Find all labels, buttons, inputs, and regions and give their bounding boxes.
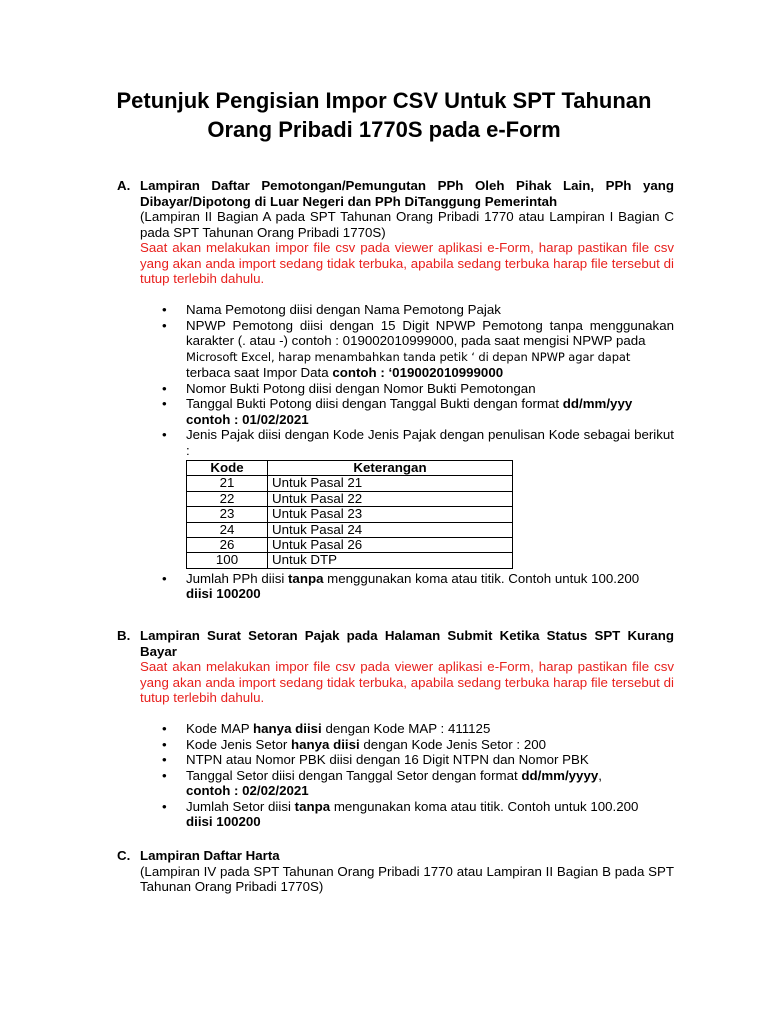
table-header-row [187, 461, 513, 476]
section-b-letter: B. [117, 628, 131, 643]
section-b [140, 628, 674, 830]
table-row: 100 Untuk DTP [187, 553, 513, 568]
section-b-warning: Saat akan melakukan impor file csv pada viewer aplikasi e-Form, harap pastikan file csv yang akan anda import sedang tidak terbuka, apabila sedang terbuka harap file tersebut di tutup terlebih dahulu. [140, 659, 674, 705]
jenis-pajak-table [186, 460, 513, 569]
section-c-subtitle: (Lampiran IV pada SPT Tahunan Orang Pribadi 1770 atau Lampiran II Bagian B pada SPT Tahunan Orang Pribadi 1770S) [140, 863, 674, 894]
title-line-1: Petunjuk Pengisian Impor CSV Untuk SPT Tahunan [116, 88, 652, 113]
section-a-subtitle: (Lampiran II Bagian A pada SPT Tahunan Orang Pribadi 1770 atau Lampiran I Bagian C pada SPT Tahunan Orang Pribadi 1770S) [140, 209, 674, 240]
section-c-letter: C. [117, 848, 131, 863]
list-item: • Jenis Pajak diisi dengan Kode Jenis Pajak dengan penulisan Kode sebagai berikut : [140, 427, 674, 458]
list-item: • Nama Pemotong diisi dengan Nama Pemotong Pajak [140, 302, 674, 318]
table-row: 22 Untuk Pasal 22 [187, 491, 513, 506]
section-c [140, 848, 674, 895]
list-item: • Tanggal Bukti Potong diisi dengan Tanggal Bukti dengan format dd/mm/yyy contoh : 01/02/2021 [140, 396, 674, 427]
section-c-heading: Lampiran Daftar Harta [140, 848, 280, 863]
list-item: • NTPN atau Nomor PBK diisi dengan 16 Digit NTPN dan Nomor PBK [140, 752, 674, 768]
section-a-heading: Lampiran Daftar Pemotongan/Pemungutan PPh Oleh Pihak Lain, PPh yang Dibayar/Dipotong di Luar Negeri dan PPh DiTanggung Pemerintah [140, 178, 674, 209]
list-item: • Jumlah PPh diisi tanpa menggunakan koma atau titik. Contoh untuk 100.200 diisi 100200 [140, 571, 674, 602]
section-a-letter: A. [117, 178, 131, 193]
section-b-heading: Lampiran Surat Setoran Pajak pada Halaman Submit Ketika Status SPT Kurang Bayar [140, 628, 674, 659]
table-row: 26 Untuk Pasal 26 [187, 538, 513, 553]
section-a [140, 178, 674, 602]
list-item: • Nomor Bukti Potong diisi dengan Nomor Bukti Pemotongan [140, 381, 674, 397]
table-row: 23 Untuk Pasal 23 [187, 507, 513, 522]
table-header-kode: Kode [187, 461, 268, 476]
list-item: • Jumlah Setor diisi tanpa mengunakan koma atau titik. Contoh untuk 100.200 diisi 100200 [140, 799, 674, 830]
list-item: • Tanggal Setor diisi dengan Tanggal Setor dengan format dd/mm/yyyy, contoh : 02/02/2021 [140, 768, 674, 799]
title-line-2: Orang Pribadi 1770S pada e-Form [207, 117, 561, 142]
list-item: • Kode Jenis Setor hanya diisi dengan Kode Jenis Setor : 200 [140, 737, 674, 753]
section-a-warning: Saat akan melakukan impor file csv pada viewer aplikasi e-Form, harap pastikan file csv yang akan anda import sedang tidak terbuka, apabila sedang terbuka harap file tersebut di tutup terlebih dahulu. [140, 240, 674, 286]
list-item: • NPWP Pemotong diisi dengan 15 Digit NPWP Pemotong tanpa menggunakan karakter (. atau -) contoh : 019002010999000, pada saat mengisi NPWP pada Microsoft Excel, harap menambahkan tanda petik ‘ di depan NPWP agar dapat terbaca saat Impor Data contoh : ‘019002010999000 [140, 318, 674, 381]
table-row: 24 Untuk Pasal 24 [187, 522, 513, 537]
table-row: 21 Untuk Pasal 21 [187, 476, 513, 491]
table-header-keterangan: Keterangan [268, 461, 513, 476]
list-item: • Kode MAP hanya diisi dengan Kode MAP : 411125 [140, 721, 674, 737]
document-title [0, 86, 768, 144]
